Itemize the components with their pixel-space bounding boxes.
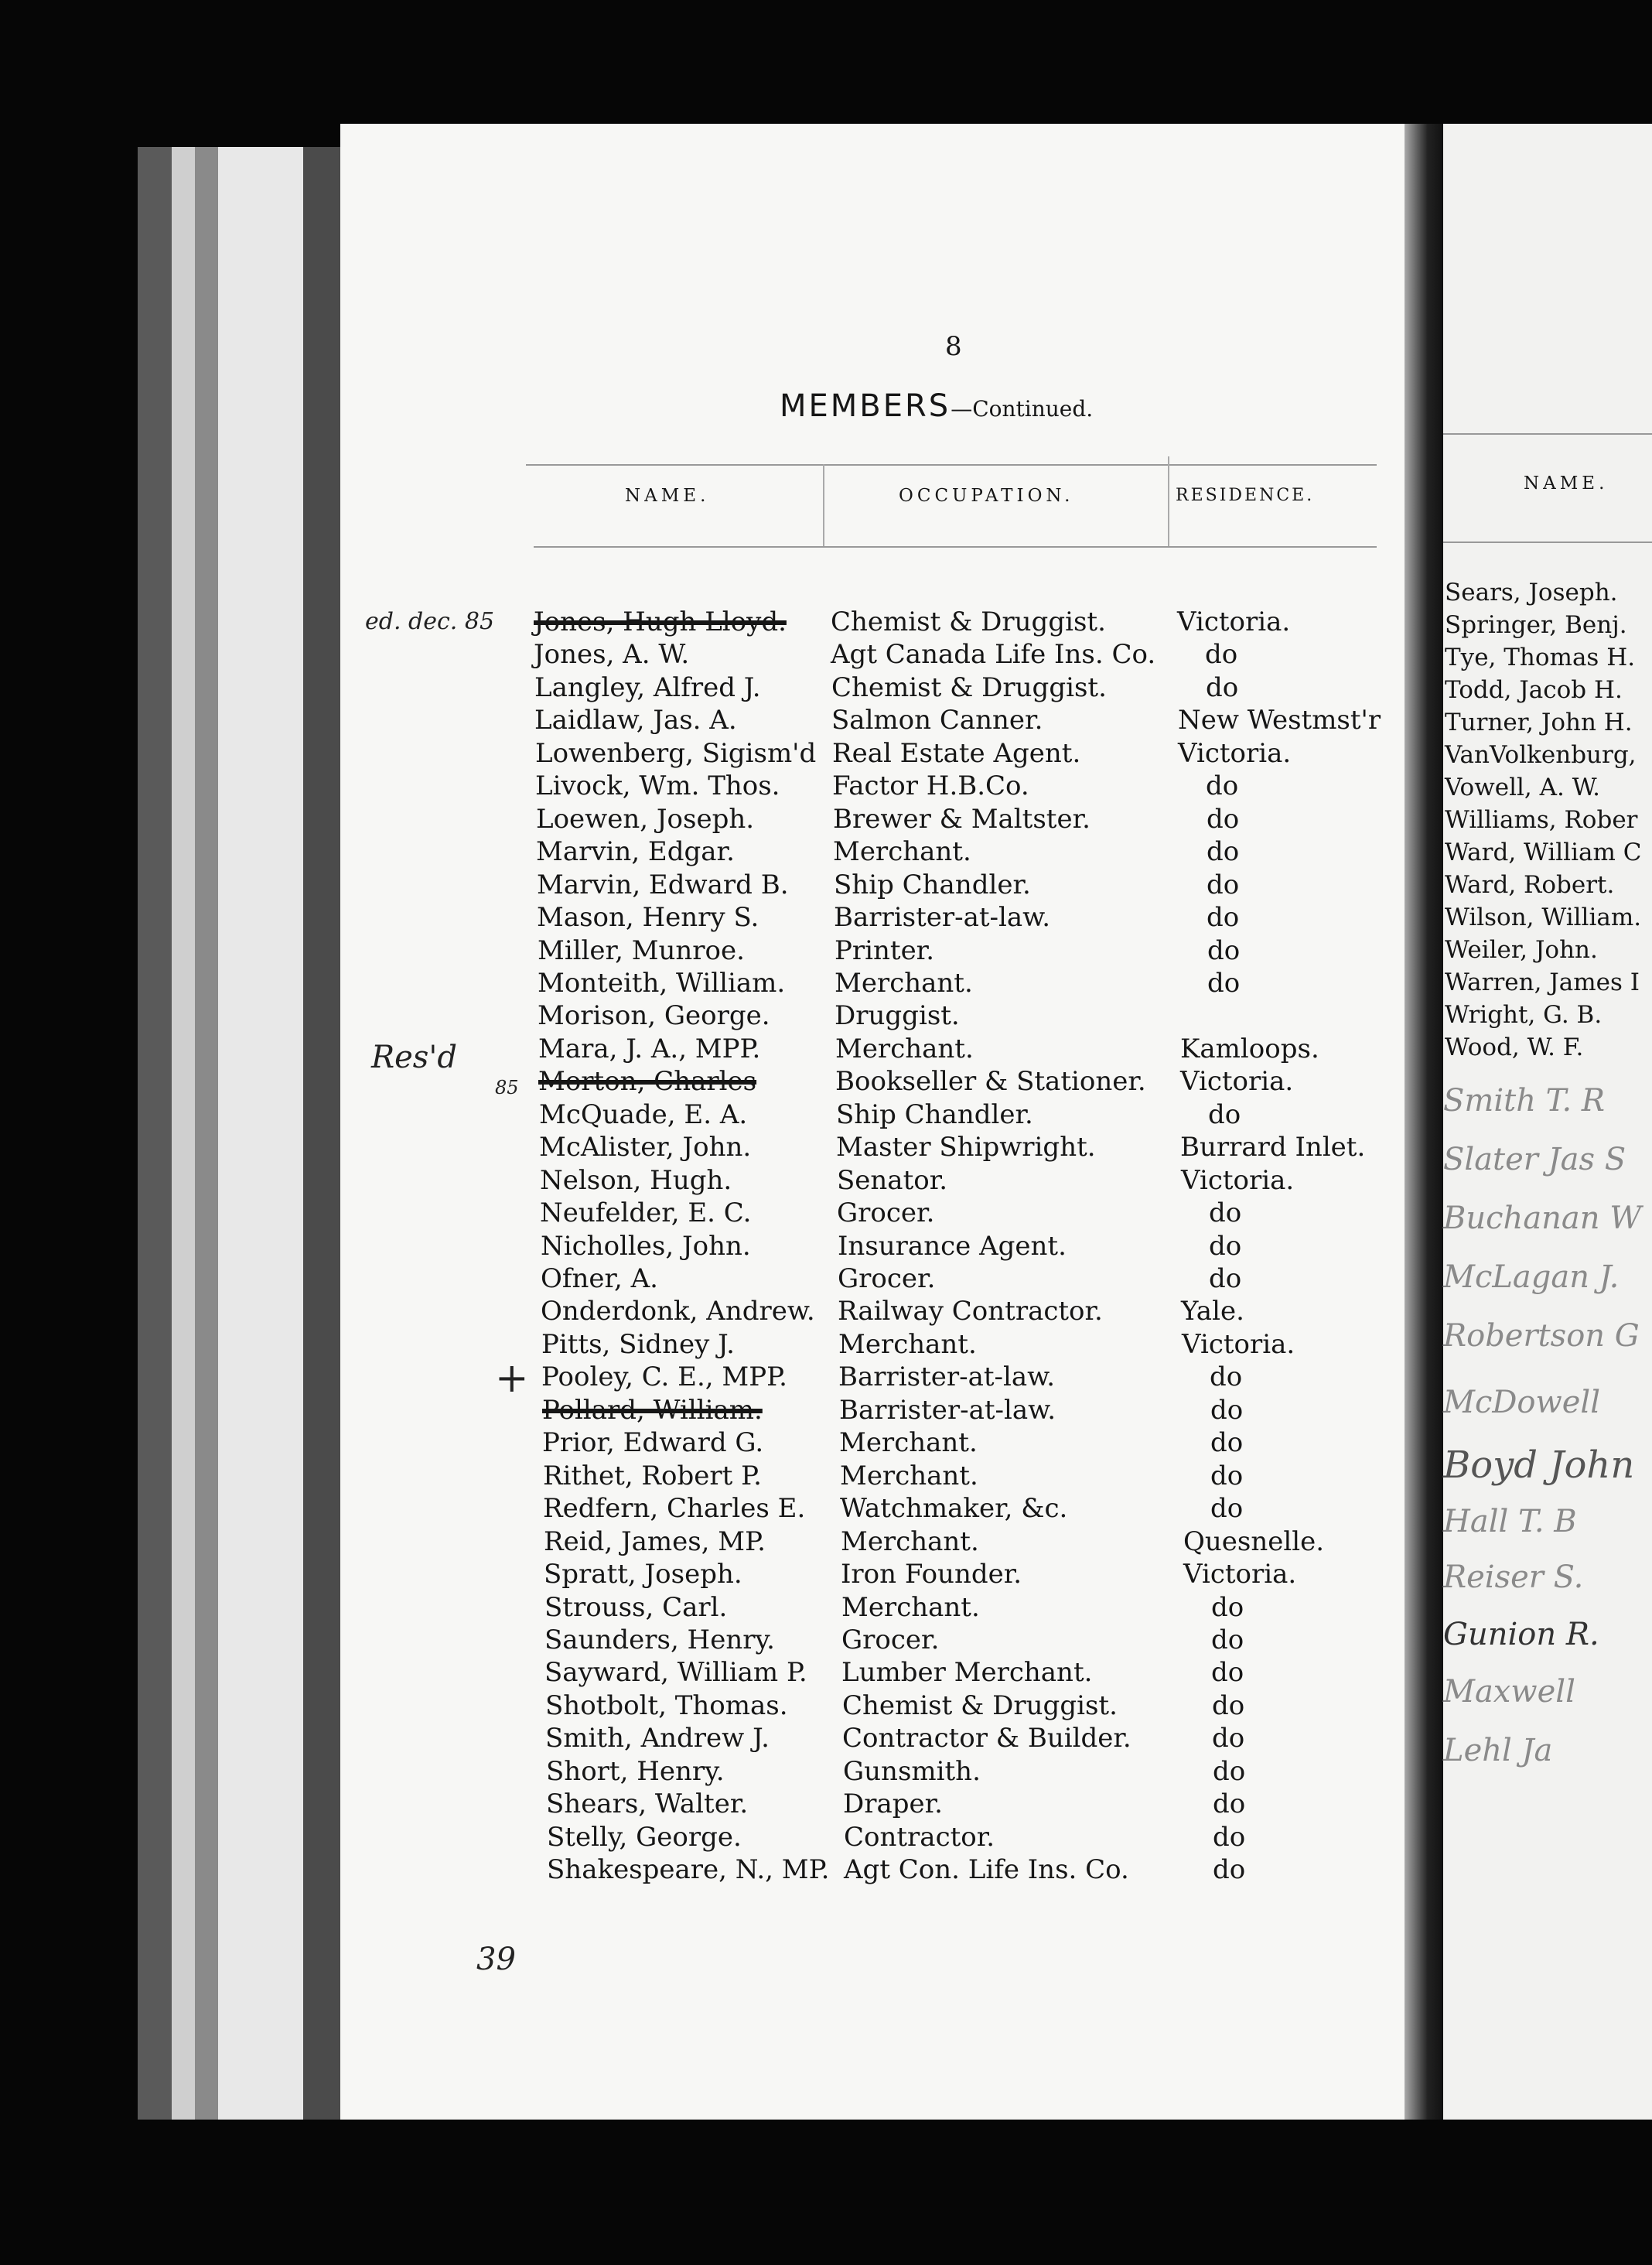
member-name: Ofner, A. — [541, 1263, 658, 1294]
member-residence: do — [1205, 639, 1238, 671]
member-occupation: Salmon Canner. — [831, 705, 1043, 736]
member-residence: Victoria. — [1178, 737, 1292, 769]
member-residence: do — [1212, 1723, 1245, 1754]
member-residence: do — [1210, 1394, 1244, 1426]
member-name: Spratt, Joseph. — [544, 1559, 742, 1590]
member-name: Prior, Edward G. — [542, 1427, 764, 1459]
member-residence: Victoria. — [1180, 1066, 1294, 1098]
member-occupation: Merchant. — [840, 1460, 978, 1491]
table-row — [0, 1624, 1652, 1657]
member-residence: New Westmst'r — [1178, 705, 1381, 736]
table-row — [0, 968, 1652, 1000]
member-occupation: Insurance Agent. — [838, 1230, 1067, 1262]
handwritten-entry: Smith T. R — [1443, 1083, 1606, 1119]
member-occupation: Ship Chandler. — [834, 869, 1031, 900]
table-row — [0, 770, 1652, 803]
member-residence: do — [1207, 836, 1240, 868]
table-row — [0, 1788, 1652, 1821]
member-name: Marvin, Edgar. — [536, 836, 735, 868]
member-residence: Yale. — [1181, 1296, 1244, 1327]
member-residence: Kamloops. — [1180, 1033, 1319, 1064]
margin-note: 85 — [495, 1077, 519, 1098]
handwritten-entry: Gunion R. — [1443, 1617, 1599, 1652]
table-row — [0, 1559, 1652, 1591]
handwritten-entry: McLagan J. — [1443, 1259, 1620, 1295]
member-name: Shotbolt, Thomas. — [545, 1689, 788, 1721]
right-members-list — [1445, 579, 1641, 1066]
table-row — [0, 606, 1652, 639]
table-row — [0, 1756, 1652, 1788]
right-table-header-rule — [1443, 541, 1652, 543]
table-row — [0, 1493, 1652, 1525]
member-occupation: Bookseller & Stationer. — [835, 1066, 1146, 1098]
member-occupation: Merchant. — [838, 1328, 977, 1360]
table-row — [0, 1361, 1652, 1394]
member-occupation: Printer. — [835, 934, 935, 966]
member-residence: Victoria. — [1177, 606, 1291, 637]
member-occupation: Chemist & Druggist. — [831, 671, 1107, 703]
member-name: Lowenberg, Sigism'd — [535, 737, 817, 769]
member-name: Livock, Wm. Thos. — [535, 770, 780, 802]
member-occupation: Ship Chandler. — [836, 1098, 1033, 1130]
member-residence: do — [1207, 967, 1241, 999]
member-occupation: Chemist & Druggist. — [842, 1689, 1118, 1721]
member-name: Miller, Munroe. — [538, 934, 745, 966]
member-name: Mara, J. A., MPP. — [538, 1033, 761, 1064]
table-row — [0, 1427, 1652, 1460]
right-member-name: Weiler, John. — [1445, 936, 1598, 964]
member-residence: do — [1209, 1230, 1242, 1262]
folio-number: 39 — [476, 1942, 516, 1977]
member-residence: do — [1213, 1854, 1246, 1886]
right-member-name: Vowell, A. W. — [1445, 774, 1601, 801]
table-top-rule — [526, 464, 1377, 466]
handwritten-entry: Reiser S. — [1443, 1560, 1584, 1595]
member-residence: do — [1212, 1689, 1245, 1721]
member-name: Monteith, William. — [538, 967, 786, 999]
table-header-rule — [534, 546, 1377, 548]
member-name: Stelly, George. — [547, 1821, 742, 1853]
handwritten-entry: Boyd John — [1443, 1443, 1635, 1487]
member-residence: Victoria. — [1183, 1559, 1297, 1590]
member-occupation: Barrister-at-law. — [834, 902, 1051, 934]
member-occupation: Barrister-at-law. — [838, 1361, 1056, 1393]
member-name: Sayward, William P. — [544, 1657, 807, 1689]
table-row — [0, 869, 1652, 902]
member-name: Pooley, C. E., MPP. — [541, 1361, 787, 1393]
member-residence: do — [1210, 1460, 1244, 1491]
right-member-name: Wright, G. B. — [1445, 1001, 1603, 1029]
member-residence: do — [1208, 1098, 1241, 1130]
member-occupation: Merchant. — [841, 1591, 980, 1623]
member-residence: do — [1211, 1657, 1244, 1689]
member-occupation: Agt Con. Life Ins. Co. — [844, 1854, 1129, 1886]
member-name: Pollard, William. — [542, 1394, 763, 1426]
member-name: Shears, Walter. — [546, 1788, 749, 1820]
handwritten-entry: McDowell — [1443, 1385, 1601, 1420]
right-member-name: Turner, John H. — [1445, 709, 1633, 736]
member-name: Laidlaw, Jas. A. — [534, 705, 737, 736]
member-name: Morison, George. — [538, 1000, 770, 1032]
member-residence: Burrard Inlet. — [1180, 1132, 1366, 1163]
right-member-name: Springer, Benj. — [1445, 611, 1627, 639]
member-name: Rithet, Robert P. — [543, 1460, 762, 1491]
member-occupation: Merchant. — [833, 836, 971, 868]
member-occupation: Grocer. — [837, 1197, 935, 1229]
member-residence: do — [1209, 1197, 1242, 1229]
right-member-name: Tye, Thomas H. — [1445, 644, 1636, 671]
table-row — [0, 1000, 1652, 1033]
table-row — [0, 1526, 1652, 1559]
member-occupation: Barrister-at-law. — [839, 1394, 1056, 1426]
handwritten-entry: Lehl Ja — [1443, 1733, 1553, 1768]
member-name: McQuade, E. A. — [539, 1098, 748, 1130]
margin-note: ed. dec. 85 — [365, 608, 495, 635]
table-row — [0, 1263, 1652, 1296]
right-member-name: Ward, Robert. — [1445, 871, 1615, 899]
table-row — [0, 705, 1652, 737]
page-heading — [780, 388, 1093, 424]
member-occupation: Brewer & Maltster. — [833, 803, 1091, 835]
member-residence: do — [1211, 1591, 1244, 1623]
member-name: Shakespeare, N., MP. — [547, 1854, 830, 1886]
table-row — [0, 935, 1652, 968]
right-member-name: Ward, William C — [1445, 839, 1642, 866]
member-name: Neufelder, E. C. — [540, 1197, 752, 1229]
member-name: Onderdonk, Andrew. — [541, 1296, 815, 1327]
member-name: Loewen, Joseph. — [536, 803, 755, 835]
right-member-name: Warren, James I — [1445, 969, 1640, 996]
member-occupation: Real Estate Agent. — [832, 737, 1081, 769]
member-name: Nicholles, John. — [541, 1230, 751, 1262]
handwritten-entry: Buchanan W — [1443, 1201, 1642, 1236]
member-occupation: Railway Contractor. — [838, 1296, 1103, 1327]
member-occupation: Lumber Merchant. — [841, 1657, 1093, 1689]
table-row — [0, 902, 1652, 934]
member-name: Langley, Alfred J. — [534, 671, 761, 703]
table-row — [0, 1395, 1652, 1427]
table-row — [0, 1854, 1652, 1887]
member-residence: do — [1209, 1263, 1242, 1294]
table-row — [0, 1723, 1652, 1755]
member-name: McAlister, John. — [539, 1132, 752, 1163]
right-member-name: Wood, W. F. — [1445, 1033, 1584, 1061]
member-name: Nelson, Hugh. — [540, 1164, 732, 1196]
member-residence: Quesnelle. — [1183, 1525, 1325, 1557]
right-member-name: Todd, Jacob H. — [1445, 676, 1623, 704]
column-header-occupation: OCCUPATION. — [899, 486, 1074, 506]
member-occupation: Senator. — [837, 1164, 948, 1196]
member-occupation: Merchant. — [835, 967, 973, 999]
table-row — [0, 1132, 1652, 1164]
table-row — [0, 1099, 1652, 1132]
member-name: Jones, Hugh Lloyd. — [534, 606, 787, 637]
table-row — [0, 1460, 1652, 1493]
handwritten-entry: Robertson G — [1443, 1318, 1640, 1354]
member-residence: do — [1213, 1755, 1246, 1787]
margin-note: Res'd — [371, 1040, 457, 1075]
member-residence: Victoria. — [1182, 1328, 1295, 1360]
member-residence: do — [1211, 1624, 1244, 1655]
member-residence: do — [1210, 1427, 1244, 1459]
member-name: Strouss, Carl. — [544, 1591, 728, 1623]
member-occupation: Factor H.B.Co. — [832, 770, 1029, 802]
member-name: Mason, Henry S. — [537, 902, 759, 934]
right-member-name: Wilson, William. — [1445, 904, 1642, 931]
member-occupation: Grocer. — [841, 1624, 940, 1655]
member-residence: do — [1207, 934, 1241, 966]
member-residence: do — [1207, 803, 1240, 835]
member-occupation: Merchant. — [841, 1525, 979, 1557]
member-occupation: Grocer. — [838, 1263, 936, 1294]
table-row — [0, 1592, 1652, 1624]
column-header-name: NAME. — [625, 486, 710, 506]
table-row — [0, 738, 1652, 770]
member-occupation: Contractor. — [844, 1821, 995, 1853]
margin-cross: + — [495, 1355, 529, 1402]
member-name: Jones, A. W. — [534, 639, 690, 671]
table-row — [0, 639, 1652, 671]
right-member-name: Sears, Joseph. — [1445, 579, 1618, 606]
member-name: Short, Henry. — [546, 1755, 725, 1787]
right-table-top-rule — [1443, 433, 1652, 435]
right-member-name: Williams, Rober — [1445, 806, 1638, 834]
table-row — [0, 1197, 1652, 1230]
table-row — [0, 1231, 1652, 1263]
member-occupation: Merchant. — [835, 1033, 974, 1064]
member-occupation: Master Shipwright. — [836, 1132, 1096, 1163]
handwritten-entry: Hall T. B — [1443, 1504, 1577, 1539]
table-row — [0, 672, 1652, 705]
member-occupation: Agt Canada Life Ins. Co. — [831, 639, 1156, 671]
column-divider — [1168, 456, 1169, 546]
table-row — [0, 1657, 1652, 1689]
member-occupation: Draper. — [843, 1788, 943, 1820]
table-row — [0, 836, 1652, 869]
member-occupation: Chemist & Druggist. — [831, 606, 1106, 637]
handwritten-entry: Maxwell — [1443, 1674, 1575, 1710]
member-residence: do — [1207, 902, 1240, 934]
member-residence: do — [1213, 1788, 1246, 1820]
member-residence: do — [1206, 671, 1239, 703]
member-name: Redfern, Charles E. — [543, 1493, 806, 1525]
handwritten-entry: Slater Jas S — [1443, 1142, 1626, 1177]
table-row — [0, 1066, 1652, 1098]
member-occupation: Iron Founder. — [841, 1559, 1022, 1590]
right-member-name: VanVolkenburg, — [1445, 741, 1637, 769]
table-row — [0, 1329, 1652, 1361]
table-row — [0, 1690, 1652, 1723]
column-divider — [823, 464, 824, 546]
table-row — [0, 1165, 1652, 1197]
member-residence: do — [1213, 1821, 1246, 1853]
member-occupation: Watchmaker, &c. — [840, 1493, 1068, 1525]
member-residence: do — [1210, 1493, 1244, 1525]
member-name: Reid, James, MP. — [544, 1525, 766, 1557]
member-residence: Victoria. — [1181, 1164, 1295, 1196]
table-row — [0, 804, 1652, 836]
member-occupation: Druggist. — [835, 1000, 960, 1032]
table-row — [0, 1033, 1652, 1066]
member-name: Morton, Charles — [538, 1066, 757, 1098]
member-name: Pitts, Sidney J. — [541, 1328, 735, 1360]
member-occupation: Merchant. — [839, 1427, 978, 1459]
page-number: 8 — [945, 331, 962, 362]
column-header-residence: RESIDENCE. — [1176, 486, 1315, 505]
table-row — [0, 1822, 1652, 1854]
member-occupation: Gunsmith. — [843, 1755, 981, 1787]
member-residence: do — [1210, 1361, 1243, 1393]
member-name: Saunders, Henry. — [544, 1624, 775, 1655]
member-residence: do — [1207, 869, 1240, 900]
heading-title: MEMBERS — [780, 388, 951, 424]
table-row — [0, 1296, 1652, 1328]
member-name: Marvin, Edward B. — [537, 869, 789, 900]
right-column-header-name: NAME. — [1524, 473, 1609, 494]
member-residence: do — [1206, 770, 1239, 802]
member-name: Smith, Andrew J. — [545, 1723, 770, 1754]
heading-suffix: —Continued. — [951, 396, 1094, 422]
member-occupation: Contractor & Builder. — [842, 1723, 1131, 1754]
